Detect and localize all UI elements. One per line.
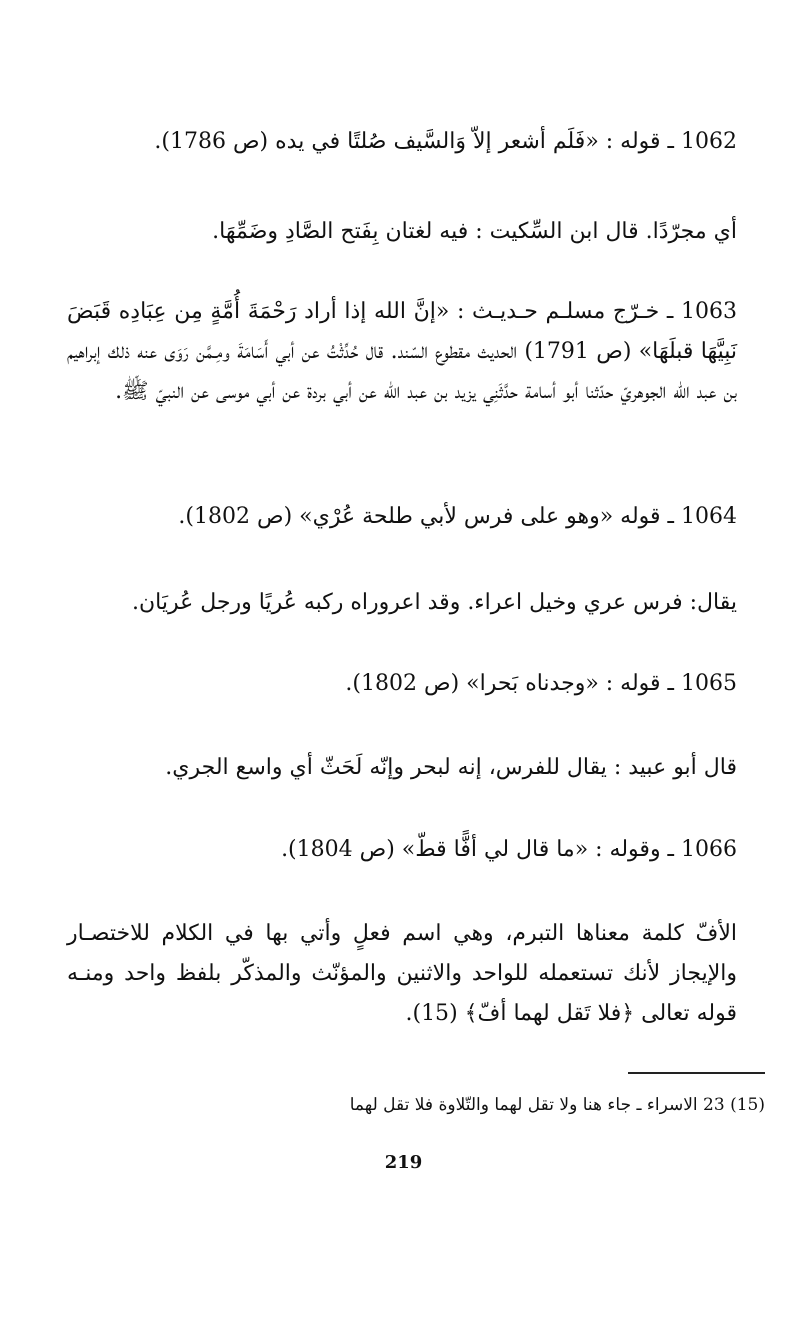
explanation-1062: أي مجرّدًا. قال ابن السِّكيت : فيه لغتان بِفَتح الصَّادِ وضَمِّهَا. <box>212 219 737 244</box>
footnote-15: (15) 23 الاسراء ـ جاء هنا ولا تقل لهما والتّلاوة فلا تقل لهما <box>349 1095 765 1115</box>
explanation-1066: الأفّ كلمة معناها التبرم، وهي اسم فعلٍ وأتي بها في الكلام للاختصـار والإيجاز لأنك تستعمله للواحد والاثنين والمؤنّث والمذكّر بلفظ واحد ومنـه قوله تعالى ﴿فلا تَقل لهما أفّ﴾ (15). <box>67 921 737 1026</box>
explanation-1064: يقال: فرس عري وخيل اعراء. وقد اعروراه ركبه عُريًا ورجل عُريَان. <box>132 590 737 615</box>
entry-1064: 1064 ـ قوله «وهو على فرس لأبي طلحة عُرْي» (ص 1802). <box>178 504 737 529</box>
footnote-divider <box>628 1072 765 1074</box>
explanation-1065: قال أبو عبيد : يقال للفرس، إنه لبحر وإنّه لَحَثّ أي واسع الجري. <box>165 755 737 780</box>
entry-1062: 1062 ـ قوله : «فَلَم أشعر إلاّ وَالسَّيف صُلتًا في يده (ص 1786). <box>154 129 737 154</box>
entry-1065: 1065 ـ قوله : «وجدناه بَحرا» (ص 1802). <box>345 671 737 696</box>
entry-1066: 1066 ـ وقوله : «ما قال لي أفًّا قطّ» (ص 1804). <box>281 837 737 862</box>
entry-1063: 1063 ـ خـرّج مسلـم حـديـث : «إنَّ الله إذا أراد رَحْمَةَ أُمَّةٍ مِن عِبَادِه قَبَضَ نَبِيَّهَا قبلَهَا» (ص 1791) الحديث مقطوع السّند. قال حُدِّثْتُ عن أبي أَسَامَةَ ومِـمَّن رَوَى عنه ذلك إبراهيم بن عبد الله الجوهريّ حدّثنا أبو أسامة حدَّثَنِي يزيد بن عبد الله عن أبي بردة عن أبي موسى عن النبيّ ﷺ. <box>67 299 737 404</box>
page-number: 219 <box>384 1152 423 1173</box>
